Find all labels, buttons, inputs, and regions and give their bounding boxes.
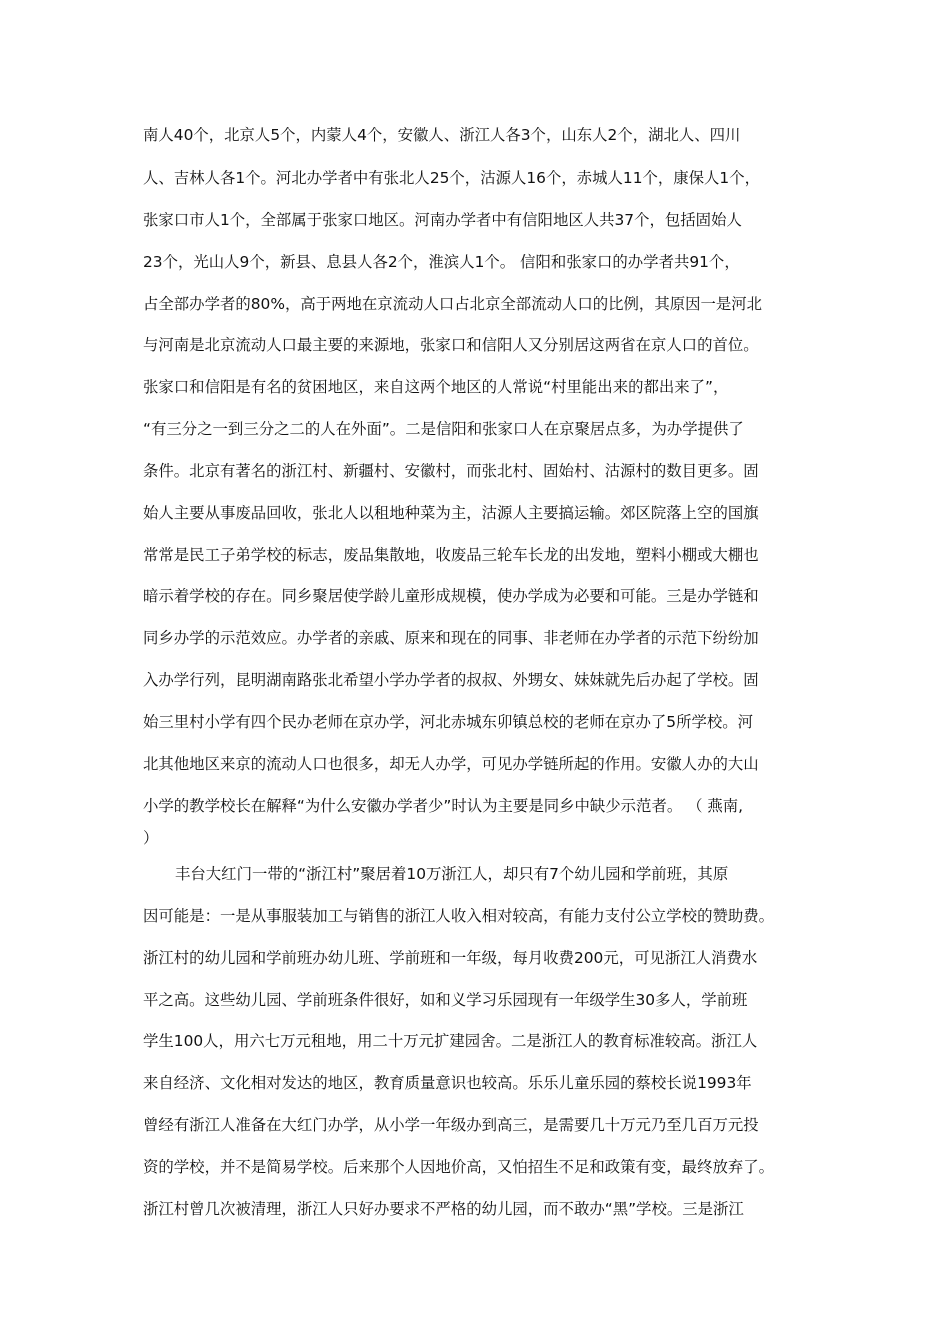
text-line: 资的学校，并不是简易学校。后来那个人因地价高，又怕招生不足和政策有变，最终放弃了。 — [143, 1158, 775, 1176]
text-line: 因可能是：一是从事服装加工与销售的浙江人收入相对较高，有能力支付公立学校的赞助费。 — [143, 907, 775, 925]
text-line: 来自经济、文化相对发达的地区，教育质量意识也较高。乐乐儿童乐园的蔡校长说1993年 — [143, 1074, 752, 1092]
text-line: 浙江村的幼儿园和学前班办幼儿班、学前班和一年级，每月收费200元，可见浙江人消费水 — [143, 949, 758, 967]
text-line: 始人主要从事废品回收，张北人以租地种菜为主，沽源人主要搞运输。郊区院落上空的国旗 — [143, 504, 759, 522]
text-line: 浙江村曾几次被清理，浙江人只好办要求不严格的幼儿园，而不敢办“黑”学校。三是浙江 — [143, 1200, 744, 1218]
text-line: 学生100人，用六七万元租地，用二十万元扩建园舍。二是浙江人的教育标准较高。浙江人 — [143, 1032, 758, 1050]
text-line: 同乡办学的示范效应。办学者的亲戚、原来和现在的同事、非老师在办学者的示范下纷纷加 — [143, 629, 759, 647]
text-line: 曾经有浙江人准备在大红门办学，从小学一年级办到高三，是需要几十万元乃至几百万元投 — [143, 1116, 759, 1134]
text-line: 占全部办学者的80%，高于两地在京流动人口占北京全部流动人口的比例，其原因一是河北 — [143, 295, 763, 313]
text-line: “有三分之一到三分之二的人在外面”。二是信阳和张家口人在京聚居点多，为办学提供了 — [143, 420, 744, 438]
text-line: 与河南是北京流动人口最主要的来源地，张家口和信阳人又分别居这两省在京人口的首位。 — [143, 336, 759, 354]
text-line: 北其他地区来京的流动人口也很多，却无人办学，可见办学链所起的作用。安徽人办的大山 — [143, 755, 759, 773]
text-line: 张家口市人1个，全部属于张家口地区。河南办学者中有信阳地区人共37个，包括固始人 — [143, 211, 742, 229]
text-line: ） — [143, 829, 159, 847]
text-line: 入办学行列，昆明湖南路张北希望小学办学者的叔叔、外甥女、妹妹就先后办起了学校。固 — [143, 671, 759, 689]
text-line: 条件。北京有著名的浙江村、新疆村、安徽村，而张北村、固始村、沽源村的数目更多。固 — [143, 462, 759, 480]
paragraph-first-line: 丰台大红门一带的“浙江村”聚居着10万浙江人，却只有7个幼儿园和学前班，其原 — [175, 865, 729, 883]
text-line: 平之高。这些幼儿园、学前班条件很好，如和义学习乐园现有一年级学生30多人，学前班 — [143, 991, 748, 1009]
text-line: 张家口和信阳是有名的贫困地区，来自这两个地区的人常说“村里能出来的都出来了”， — [143, 378, 729, 396]
text-line: 暗示着学校的存在。同乡聚居使学龄儿童形成规模，使办学成为必要和可能。三是办学链和 — [143, 587, 759, 605]
text-line: 南人40个，北京人5个，内蒙人4个，安徽人、浙江人各3个，山东人2个，湖北人、四川 — [143, 126, 741, 144]
text-line: 始三里村小学有四个民办老师在京办学，河北赤城东卯镇总校的老师在京办了5所学校。河 — [143, 713, 754, 731]
text-line: 人、吉林人各1个。河北办学者中有张北人25个，沽源人16个，赤城人11个，康保人1个， — [143, 169, 761, 187]
text-line: 小学的教学校长在解释“为什么安徽办学者少”时认为主要是同乡中缺少示范者。 （ 燕南, — [143, 797, 744, 815]
text-line: 常常是民工子弟学校的标志，废品集散地，收废品三轮车长龙的出发地，塑料小棚或大棚也 — [143, 546, 759, 564]
text-line: 23个，光山人9个，新县、息县人各2个，淮滨人1个。 信阳和张家口的办学者共91个， — [143, 253, 740, 271]
